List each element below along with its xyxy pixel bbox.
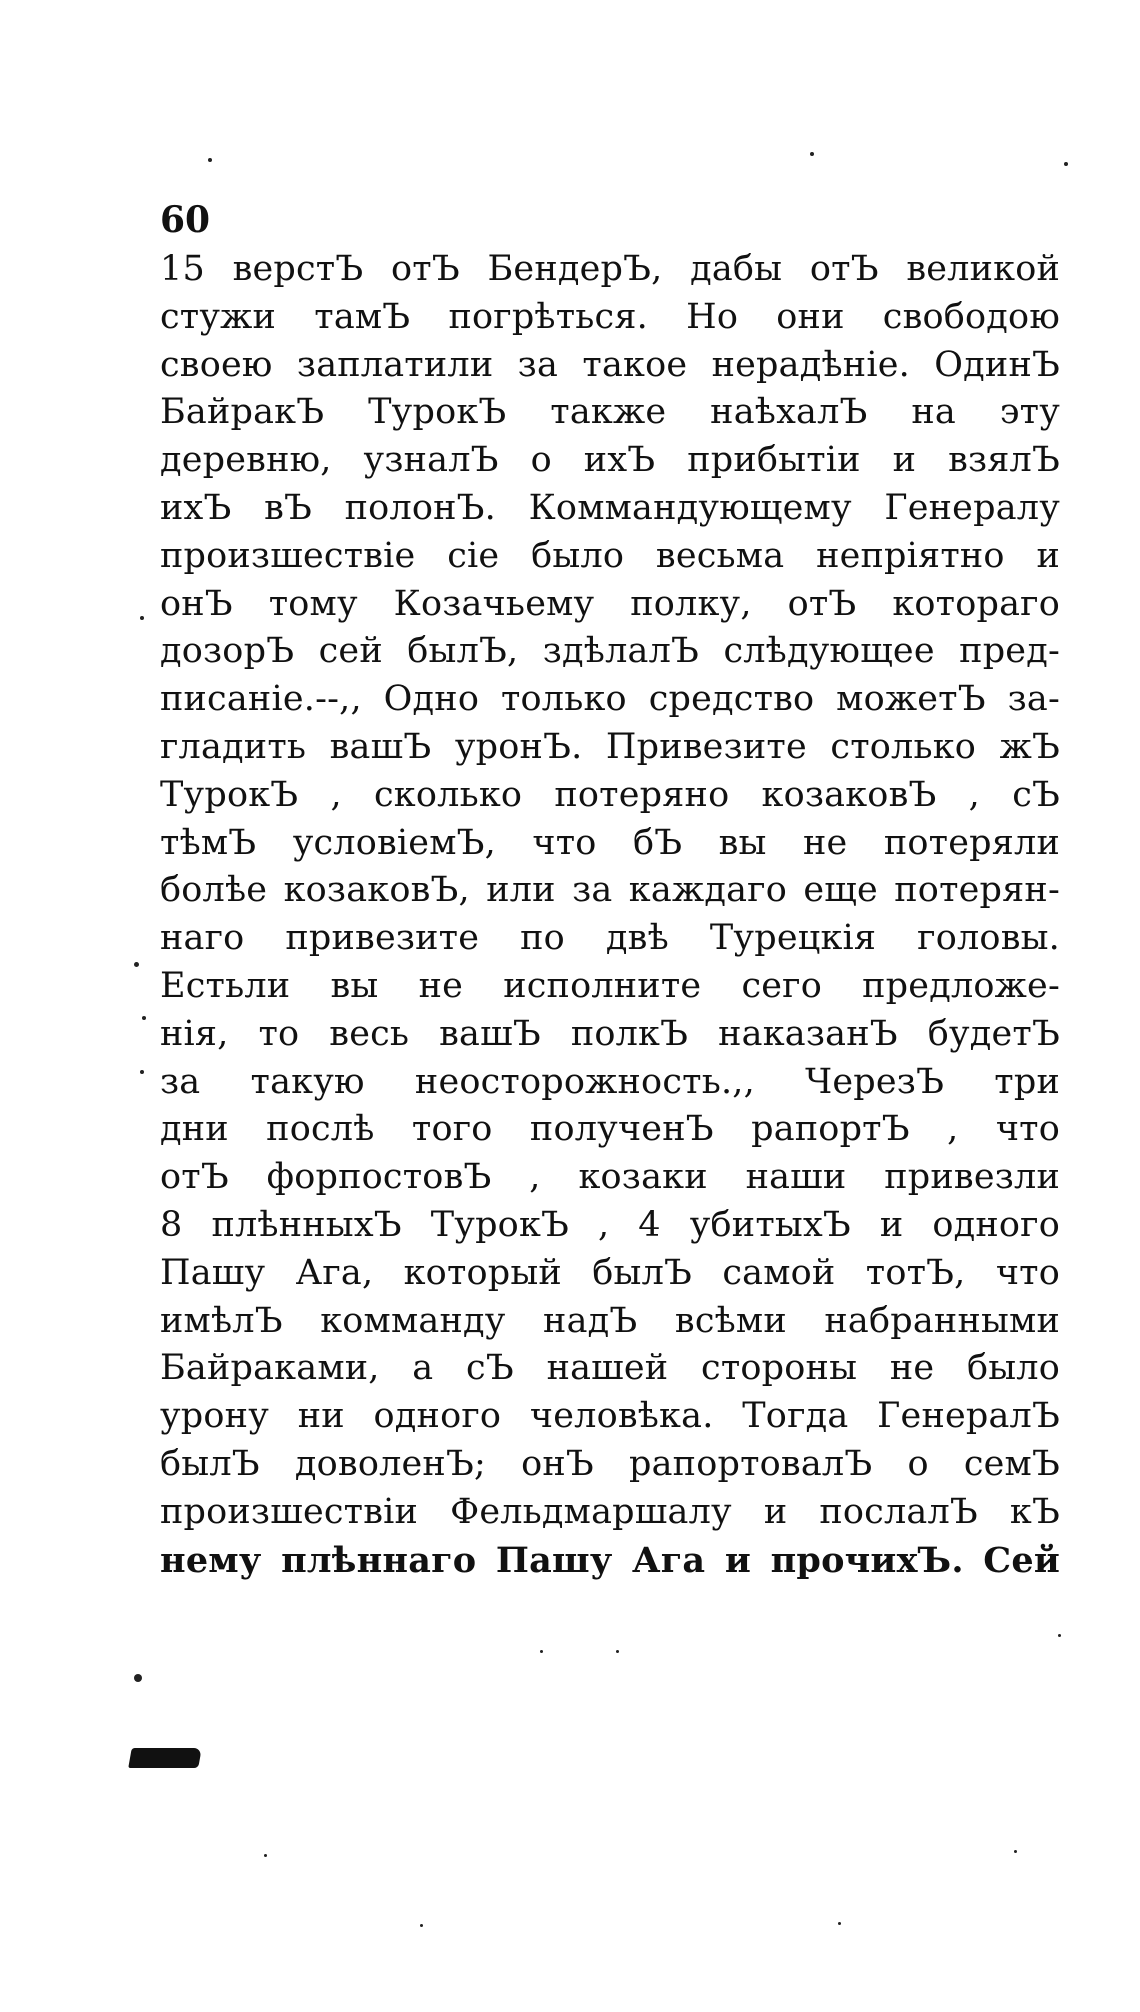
text-line: Естьли вы не исполните сего предложе-	[160, 965, 1060, 1006]
text-line: нія, то весь вашЪ полкЪ наказанЪ будетЪ	[160, 1013, 1060, 1054]
text-line: БайракЪ ТурокЪ также наѣхалЪ на эту	[160, 392, 1060, 433]
text-line: произшествіи Фельдмаршалу и послалЪ кЪ	[160, 1491, 1060, 1532]
page-number: 60	[160, 199, 211, 241]
text-line: дозорЪ сей былЪ, здѣлалЪ слѣдующее пред-	[160, 631, 1060, 672]
text-line: деревню, узналЪ о ихЪ прибытіи и взялЪ	[160, 440, 1060, 481]
text-line: за такую неосторожность.,, ЧерезЪ три	[160, 1061, 1060, 1102]
text-line: наго привезите по двѣ Турецкія головы.	[160, 918, 1060, 959]
text-line: болѣе козаковЪ, или за каждаго еще потерян-	[160, 870, 1060, 911]
scan-speck	[1014, 1850, 1017, 1853]
text-line: нему плѣннаго Пашу Ага и прочихЪ. Сей	[160, 1539, 1060, 1581]
scan-speck	[142, 1016, 146, 1020]
scan-speck	[838, 1922, 841, 1925]
text-line: стужи тамЪ погрѣться. Но они свободою	[160, 296, 1060, 337]
text-line: произшествіе сіе было весьма непріятно и	[160, 535, 1060, 576]
ink-blot	[128, 1748, 202, 1768]
text-line: дни послѣ того полученЪ рапортЪ , что	[160, 1109, 1060, 1150]
text-line: своею заплатили за такое нерадѣніе. ОдинЪ	[160, 344, 1060, 385]
scan-speck	[134, 1674, 142, 1682]
scan-speck	[420, 1924, 423, 1927]
text-line: тѣмЪ условіемЪ, что бЪ вы не потеряли	[160, 822, 1060, 863]
scan-speck	[616, 1650, 619, 1653]
scan-speck	[140, 1070, 144, 1074]
scan-speck	[1058, 1634, 1061, 1637]
text-line: урону ни одного человѣка. Тогда ГенералЪ	[160, 1396, 1060, 1437]
text-line: былЪ доволенЪ; онЪ рапортовалЪ о семЪ	[160, 1443, 1060, 1484]
scan-speck	[810, 152, 814, 156]
text-line: писаніе.--,, Одно только средство можетЪ за-	[160, 679, 1060, 720]
text-line: имѣлЪ комманду надЪ всѣми набранными	[160, 1300, 1060, 1341]
scan-speck	[208, 158, 212, 162]
scan-speck	[540, 1650, 543, 1653]
text-line: Байраками, а сЪ нашей стороны не было	[160, 1348, 1060, 1389]
scan-speck	[140, 616, 144, 620]
text-line: гладить вашЪ уронЪ. Привезите столько жЪ	[160, 726, 1060, 767]
text-line: ТурокЪ , сколько потеряно козаковЪ , сЪ	[160, 774, 1060, 815]
text-line: онЪ тому Козачьему полку, отЪ котораго	[160, 583, 1060, 624]
text-line: отЪ форпостовЪ , козаки наши привезли	[160, 1157, 1060, 1198]
text-line: 15 верстЪ отЪ БендерЪ, дабы отЪ великой	[160, 249, 1060, 289]
body-text	[160, 246, 1060, 1584]
text-line: Пашу Ага, который былЪ самой тотЪ, что	[160, 1252, 1060, 1293]
scan-speck	[134, 962, 139, 967]
text-line: ихЪ вЪ полонЪ. Коммандующему Генералу	[160, 487, 1060, 528]
text-line: 8 плѣнныхЪ ТурокЪ , 4 убитыхЪ и одного	[160, 1204, 1060, 1245]
scan-speck	[1064, 162, 1068, 166]
scan-speck	[264, 1854, 267, 1857]
